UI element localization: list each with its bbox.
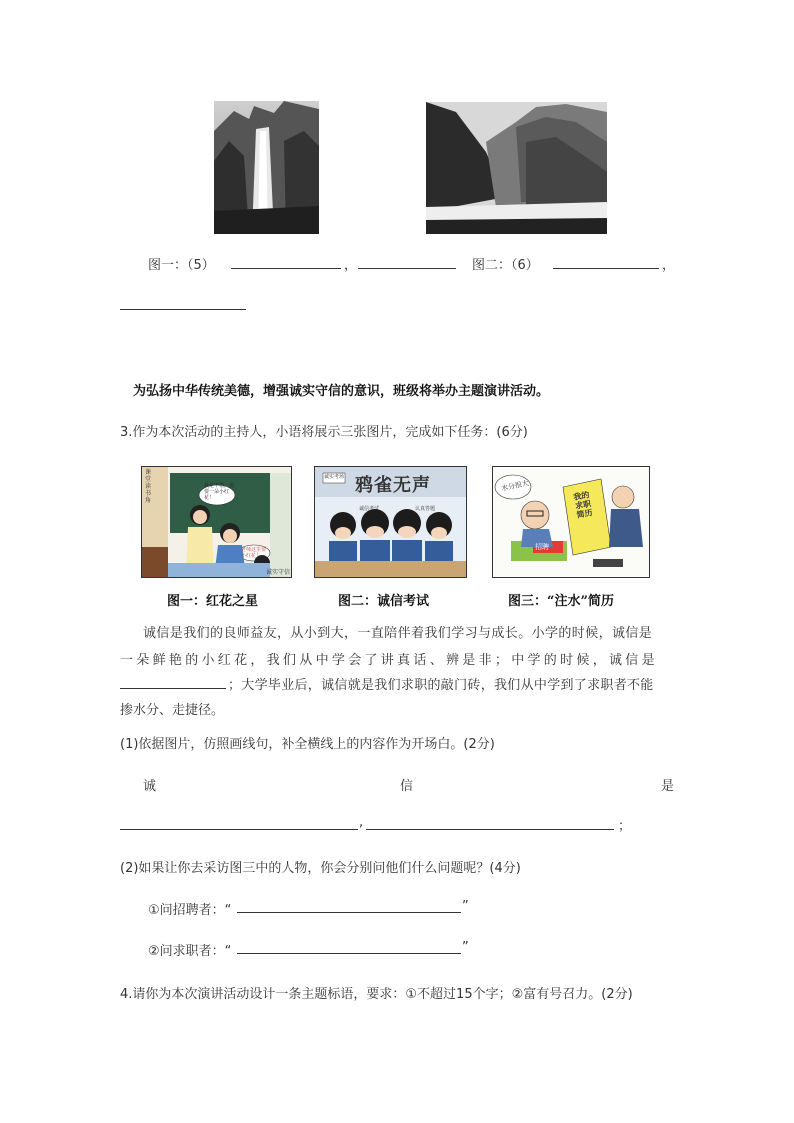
sub1-end: ； bbox=[618, 819, 632, 834]
c2-bubble1: 诚信考试 bbox=[359, 506, 380, 512]
sub1-blank-1[interactable] bbox=[120, 829, 358, 830]
sub2-applicant-label: ②问求职者：“ bbox=[148, 944, 232, 959]
sub2-question: (2)如果让你去采访图三中的人物，你会分别问他们什么问题呢？(4分) bbox=[120, 861, 521, 876]
sub1-question: (1)依据图片，仿照画线句，补全横线上的内容作为开场白。(2分) bbox=[120, 737, 495, 752]
c1-bubble2: 老师这里要小红花！ bbox=[241, 547, 267, 559]
passage-line-2: 一朵鲜艳的小红花，我们从中学会了讲真话、辨是非；中学的时候，诚信是 bbox=[120, 653, 658, 668]
gorge-photo bbox=[426, 102, 607, 234]
blank-6b[interactable] bbox=[120, 309, 246, 310]
caption-1: 图一：红花之星 bbox=[167, 594, 259, 609]
sub2-recruiter-label: ①问招聘者：“ bbox=[148, 903, 232, 918]
sub2-recruiter-quote: ” bbox=[462, 899, 469, 914]
fig2-label: 图二：（6） bbox=[472, 258, 539, 273]
sub1-char-3: 是 bbox=[661, 779, 675, 794]
q4-title: 4.请你为本次演讲活动设计一条主题标语，要求：①不超过15个字；②富有号召力。(2分) bbox=[120, 987, 633, 1002]
c1-bubble1: 我是不错，需要一朵小红花！ bbox=[204, 483, 235, 501]
waterfall-photo bbox=[214, 101, 319, 234]
sub1-blank-2[interactable] bbox=[366, 829, 614, 830]
c3-doc: 我的求职简历 bbox=[572, 489, 594, 520]
passage-blank[interactable] bbox=[120, 688, 226, 689]
c3-shout: 水分很大 bbox=[500, 479, 530, 493]
sub2-recruiter-blank[interactable] bbox=[237, 912, 461, 913]
sub2-applicant-quote: ” bbox=[462, 940, 469, 955]
fig1-label: 图一：（5） bbox=[148, 258, 215, 273]
c3-sign: 招聘 bbox=[535, 543, 549, 551]
comma-2: ， bbox=[662, 258, 676, 273]
cartoon-red-flower bbox=[141, 466, 292, 578]
blank-5a[interactable] bbox=[231, 268, 341, 269]
comma-1: ， bbox=[344, 258, 358, 273]
c2-bubble2: 认真答题 bbox=[415, 506, 436, 512]
cartoon-padded-resume bbox=[492, 466, 650, 578]
caption-2: 图二：诚信考试 bbox=[338, 594, 430, 609]
blank-5b[interactable] bbox=[358, 268, 456, 269]
caption-3: 图三：“注水”简历 bbox=[508, 594, 614, 609]
sub2-applicant-blank[interactable] bbox=[237, 953, 461, 954]
passage-line-3: ；大学毕业后，诚信就是我们求职的敲门砖，我们从中学到了求职者不能 bbox=[228, 678, 654, 693]
q3-title: 3.作为本次活动的主持人，小语将展示三张图片，完成如下任务：(6分) bbox=[120, 425, 528, 440]
sub1-char-1: 诚 bbox=[143, 779, 157, 794]
blank-6a[interactable] bbox=[553, 268, 659, 269]
passage-line-1: 诚信是我们的良师益友，从小到大，一直陪伴着我们学习与成长。小学的时候，诚信是 bbox=[143, 626, 653, 641]
cartoon-honest-exam bbox=[314, 466, 467, 578]
c1-side-text: 课堂读书角 bbox=[145, 469, 152, 504]
passage-line-4: 掺水分、走捷径。 bbox=[120, 703, 225, 718]
sub1-separator: , bbox=[359, 815, 364, 830]
intro-text: 为弘扬中华传统美德，增强诚实守信的意识，班级将举办主题演讲活动。 bbox=[133, 384, 550, 399]
sub1-char-2: 信 bbox=[400, 779, 414, 794]
c2-tag: 诚实考场 bbox=[323, 474, 344, 480]
c2-title: 鸦雀无声 bbox=[355, 475, 431, 496]
c1-sign: 诚实守信 bbox=[266, 569, 291, 576]
